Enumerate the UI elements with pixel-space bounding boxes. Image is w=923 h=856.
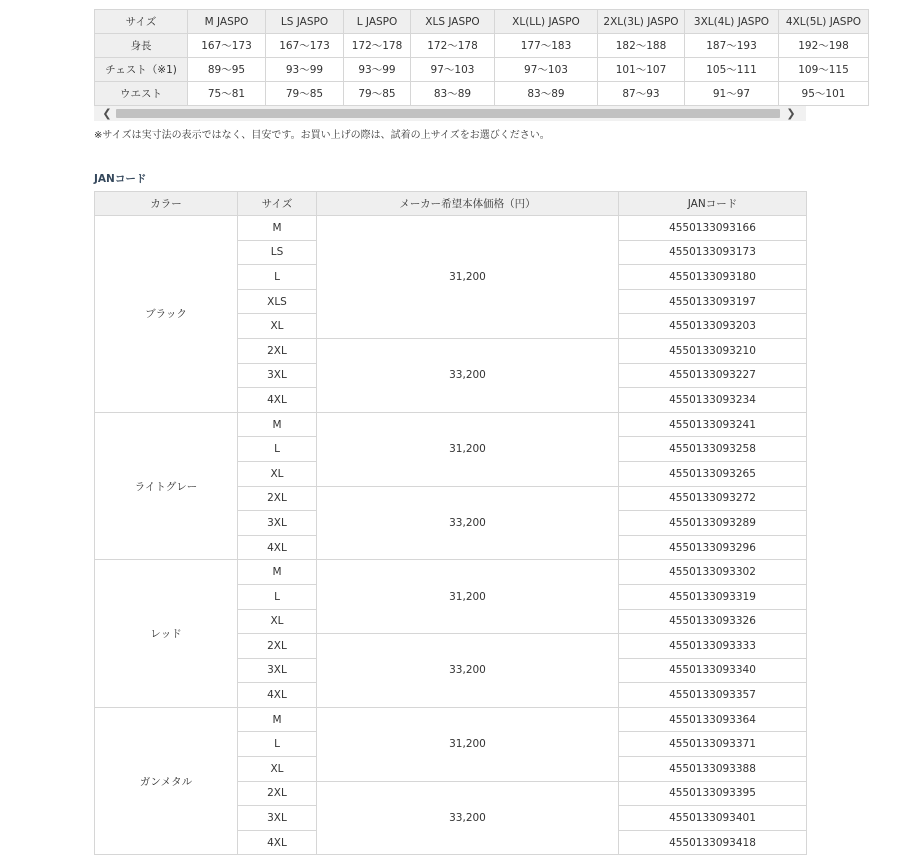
jan-code-cell: 4550133093234 — [619, 388, 807, 413]
size-cell: XL — [238, 461, 317, 486]
size-cell: 101～107 — [598, 58, 685, 82]
size-cell: L — [238, 584, 317, 609]
size-cell: 4XL — [238, 388, 317, 413]
size-cell: 75～81 — [188, 82, 266, 106]
size-row-label: ウエスト — [95, 82, 188, 106]
size-cell: 4XL — [238, 535, 317, 560]
size-cell: 192～198 — [779, 34, 869, 58]
price-cell: 33,200 — [317, 634, 619, 708]
jan-code-cell: 4550133093203 — [619, 314, 807, 339]
jan-code-cell: 4550133093258 — [619, 437, 807, 462]
size-row-chest — [95, 58, 869, 82]
jan-table-body — [95, 216, 807, 855]
color-cell: レッド — [95, 560, 238, 708]
size-header-cell: LS JASPO — [266, 10, 344, 34]
size-cell: XL — [238, 609, 317, 634]
size-cell: 97～103 — [495, 58, 598, 82]
table-row — [95, 412, 807, 437]
price-cell: 33,200 — [317, 486, 619, 560]
jan-code-cell: 4550133093418 — [619, 830, 807, 855]
size-table-container[interactable] — [94, 9, 862, 106]
size-cell: 93～99 — [344, 58, 411, 82]
size-header-cell: XL(LL) JASPO — [495, 10, 598, 34]
jan-code-cell: 4550133093357 — [619, 683, 807, 708]
size-cell: 187～193 — [685, 34, 779, 58]
jan-code-cell: 4550133093241 — [619, 412, 807, 437]
table-row — [95, 216, 807, 241]
color-cell: ブラック — [95, 216, 238, 413]
size-cell: 182～188 — [598, 34, 685, 58]
size-header-cell: L JASPO — [344, 10, 411, 34]
size-cell: 95～101 — [779, 82, 869, 106]
horizontal-scrollbar[interactable] — [94, 106, 806, 121]
size-cell: 87～93 — [598, 82, 685, 106]
size-cell: 4XL — [238, 683, 317, 708]
size-cell: LS — [238, 240, 317, 265]
size-cell: 172～178 — [411, 34, 495, 58]
jan-code-cell: 4550133093227 — [619, 363, 807, 388]
jan-code-cell: 4550133093333 — [619, 634, 807, 659]
size-header-cell: 4XL(5L) JASPO — [779, 10, 869, 34]
size-cell: 97～103 — [411, 58, 495, 82]
size-cell: M — [238, 560, 317, 585]
jan-table-container — [94, 191, 806, 856]
size-cell: 79～85 — [344, 82, 411, 106]
jan-code-cell: 4550133093371 — [619, 732, 807, 757]
jan-code-cell: 4550133093289 — [619, 511, 807, 536]
size-cell: 89～95 — [188, 58, 266, 82]
size-row-label: チェスト（※1) — [95, 58, 188, 82]
size-cell: 3XL — [238, 363, 317, 388]
size-cell: M — [238, 707, 317, 732]
size-header-cell: 3XL(4L) JASPO — [685, 10, 779, 34]
size-cell: 83～89 — [411, 82, 495, 106]
scrollbar-thumb[interactable] — [116, 109, 780, 118]
jan-code-cell: 4550133093395 — [619, 781, 807, 806]
size-cell: XL — [238, 314, 317, 339]
size-cell: 167～173 — [266, 34, 344, 58]
size-cell: 105～111 — [685, 58, 779, 82]
jan-code-cell: 4550133093401 — [619, 806, 807, 831]
size-cell: L — [238, 437, 317, 462]
size-cell: M — [238, 412, 317, 437]
jan-code-cell: 4550133093388 — [619, 757, 807, 782]
size-cell: 2XL — [238, 634, 317, 659]
size-cell: L — [238, 265, 317, 290]
price-cell: 33,200 — [317, 781, 619, 855]
color-cell: ライトグレー — [95, 412, 238, 560]
jan-code-cell: 4550133093296 — [619, 535, 807, 560]
jan-header-price: メーカー希望本体価格（円） — [317, 192, 619, 216]
jan-code-cell: 4550133093173 — [619, 240, 807, 265]
size-header-cell: XLS JASPO — [411, 10, 495, 34]
price-cell: 31,200 — [317, 707, 619, 781]
table-row — [95, 560, 807, 585]
size-cell: 3XL — [238, 806, 317, 831]
jan-code-cell: 4550133093364 — [619, 707, 807, 732]
jan-code-cell: 4550133093197 — [619, 289, 807, 314]
size-cell: 2XL — [238, 781, 317, 806]
size-cell: 177～183 — [495, 34, 598, 58]
size-cell: 2XL — [238, 486, 317, 511]
size-cell: 3XL — [238, 511, 317, 536]
price-cell: 31,200 — [317, 216, 619, 339]
size-cell: M — [238, 216, 317, 241]
chevron-left-icon[interactable]: ❮ — [102, 107, 112, 120]
size-cell: 109～115 — [779, 58, 869, 82]
chevron-right-icon[interactable]: ❯ — [786, 107, 796, 120]
size-cell: XLS — [238, 289, 317, 314]
size-row-label: 身長 — [95, 34, 188, 58]
size-header-cell: M JASPO — [188, 10, 266, 34]
size-cell: 79～85 — [266, 82, 344, 106]
jan-header-size: サイズ — [238, 192, 317, 216]
table-row — [95, 707, 807, 732]
size-row-waist — [95, 82, 869, 106]
size-cell: 4XL — [238, 830, 317, 855]
jan-code-cell: 4550133093265 — [619, 461, 807, 486]
size-header-label: サイズ — [95, 10, 188, 34]
jan-section-title: JANコード — [94, 173, 147, 185]
size-cell: XL — [238, 757, 317, 782]
size-cell: 167～173 — [188, 34, 266, 58]
jan-code-cell: 4550133093340 — [619, 658, 807, 683]
jan-code-cell: 4550133093326 — [619, 609, 807, 634]
jan-code-cell: 4550133093302 — [619, 560, 807, 585]
jan-code-table — [94, 191, 807, 855]
color-cell: ガンメタル — [95, 707, 238, 855]
size-note: ※サイズは実寸法の表示ではなく、目安です。お買い上げの際は、試着の上サイズをお選びください。 — [94, 130, 550, 141]
jan-header-jan: JANコード — [619, 192, 807, 216]
size-cell: 3XL — [238, 658, 317, 683]
jan-header-row — [95, 192, 807, 216]
price-cell: 33,200 — [317, 338, 619, 412]
size-cell: 93～99 — [266, 58, 344, 82]
size-header-cell: 2XL(3L) JASPO — [598, 10, 685, 34]
size-cell: 83～89 — [495, 82, 598, 106]
size-row-height — [95, 34, 869, 58]
jan-header-color: カラー — [95, 192, 238, 216]
size-cell: 172～178 — [344, 34, 411, 58]
jan-code-cell: 4550133093166 — [619, 216, 807, 241]
size-header-row — [95, 10, 869, 34]
jan-code-cell: 4550133093210 — [619, 338, 807, 363]
price-cell: 31,200 — [317, 412, 619, 486]
jan-code-cell: 4550133093272 — [619, 486, 807, 511]
jan-code-cell: 4550133093319 — [619, 584, 807, 609]
size-cell: L — [238, 732, 317, 757]
jan-code-cell: 4550133093180 — [619, 265, 807, 290]
size-cell: 2XL — [238, 338, 317, 363]
size-chart-table — [94, 9, 869, 106]
price-cell: 31,200 — [317, 560, 619, 634]
size-cell: 91～97 — [685, 82, 779, 106]
